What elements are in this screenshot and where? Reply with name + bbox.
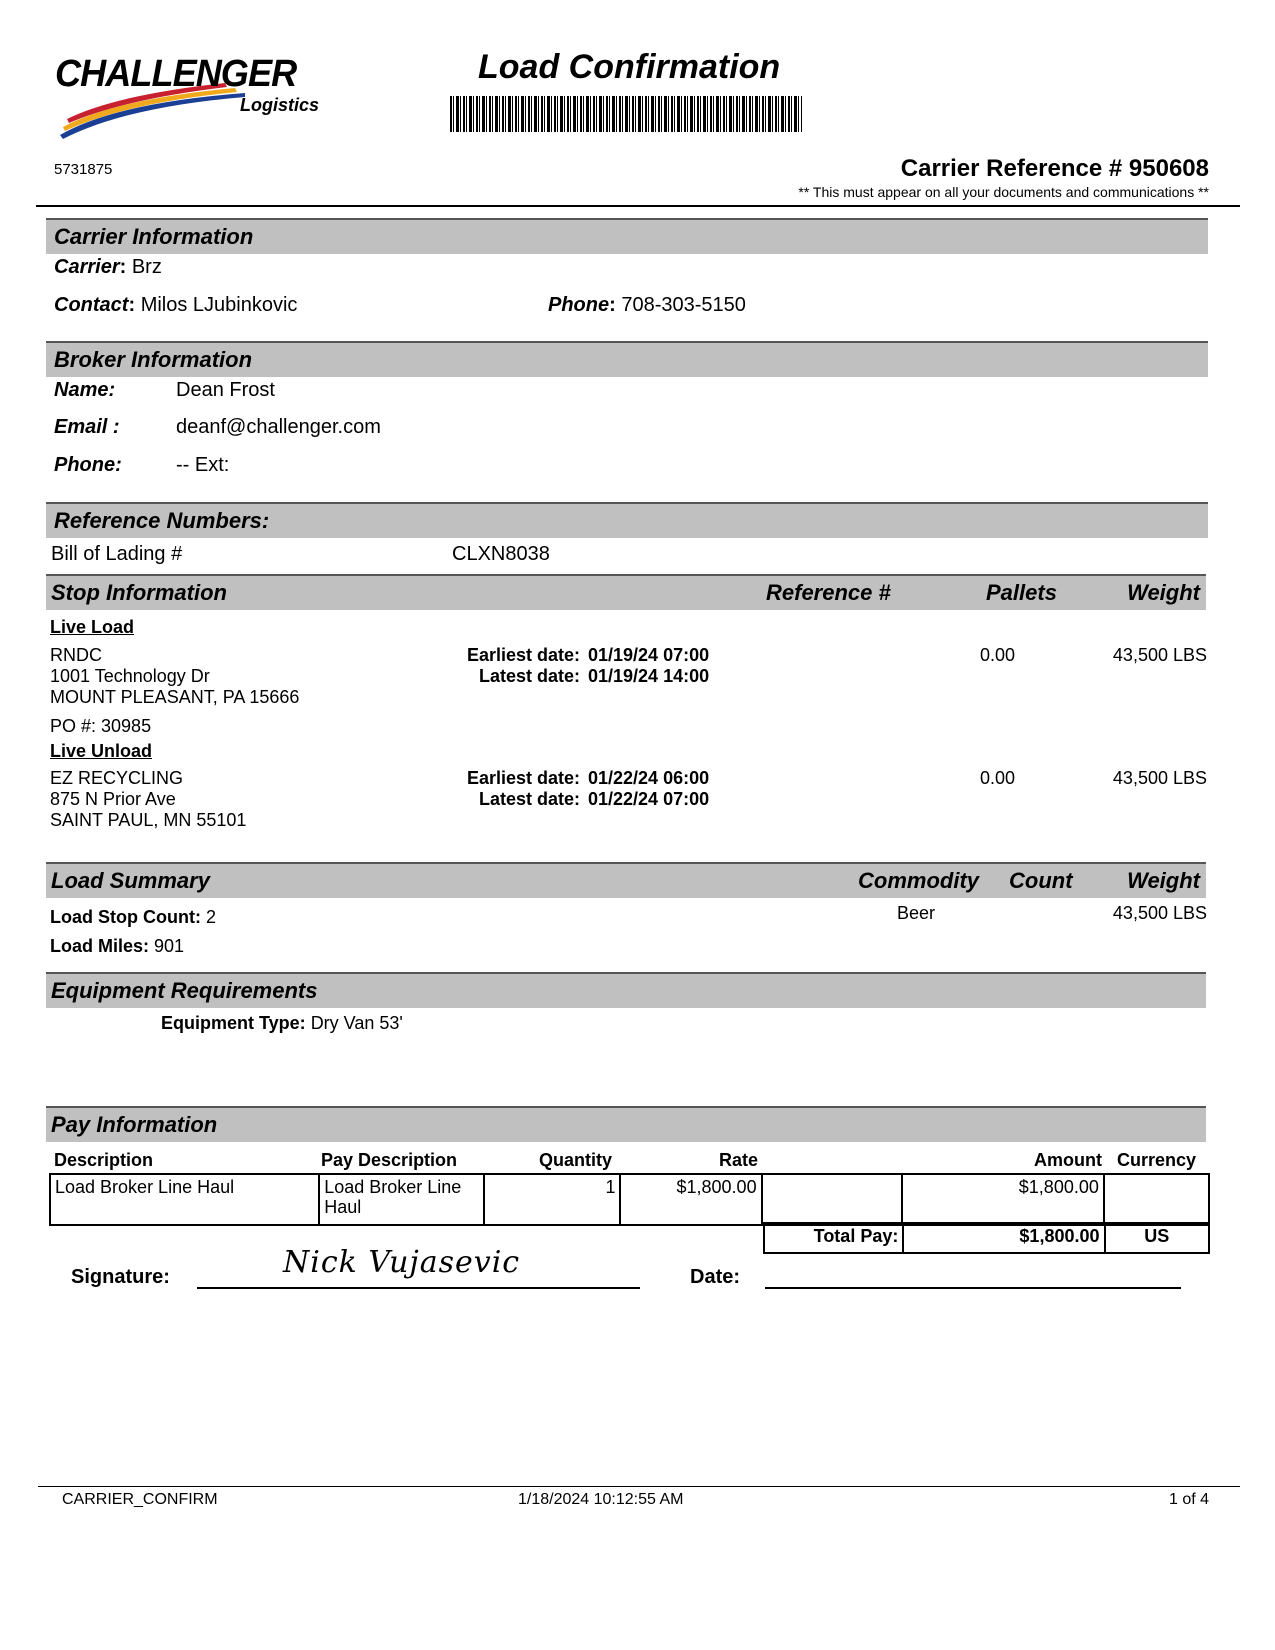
stop-1-name: RNDC — [50, 645, 102, 665]
barcode — [450, 96, 802, 132]
carrier-info-title: Carrier Information — [54, 224, 254, 249]
bol-value: CLXN8038 — [452, 543, 550, 565]
signature-label: Signature: — [71, 1266, 170, 1288]
carrier-phone-value: 708-303-5150 — [621, 294, 746, 316]
equipment-type-label: Equipment Type: — [161, 1013, 306, 1033]
contact-field: Contact: Milos LJubinkovic — [54, 294, 298, 316]
load-miles — [50, 936, 184, 957]
summary-col-commodity: Commodity — [858, 868, 979, 893]
equipment-title: Equipment Requirements — [51, 978, 318, 1003]
stop-2-earliest: 01/22/24 06:00 — [588, 768, 710, 788]
pay-col-quantity: Quantity — [539, 1150, 613, 1170]
footer-divider — [38, 1486, 1240, 1487]
summary-col-count: Count — [1009, 868, 1073, 893]
load-stop-count — [50, 907, 216, 928]
load-stop-count-value: 2 — [205, 907, 216, 927]
stop-1-latest: 01/19/24 14:00 — [588, 666, 710, 686]
load-miles-label: Load Miles: — [50, 936, 150, 956]
pay-info-header — [46, 1106, 1206, 1142]
pay-col-description: Description — [54, 1150, 154, 1170]
signature-line[interactable] — [197, 1287, 640, 1289]
stop-info-header — [46, 574, 1206, 610]
footer-timestamp: 1/18/2024 10:12:55 AM — [518, 1491, 684, 1508]
equipment-header — [46, 972, 1206, 1008]
pay-total-row — [764, 1223, 1209, 1253]
broker-phone-value: -- Ext: — [176, 454, 230, 476]
stop-2-pallets: 0.00 — [980, 768, 1016, 788]
stop-2-latest: 01/22/24 07:00 — [588, 789, 710, 809]
stop-1-address2: MOUNT PLEASANT, PA 15666 — [50, 687, 300, 707]
stop-1-earliest: 01/19/24 07:00 — [588, 645, 710, 665]
logo-main-text: CHALLENGER — [55, 53, 297, 95]
load-stop-count-label: Load Stop Count: — [50, 907, 201, 927]
footer-page: 1 of 4 — [1168, 1491, 1209, 1508]
company-logo — [55, 53, 320, 140]
reference-numbers-title: Reference Numbers: — [54, 508, 270, 533]
reference-notice: ** This must appear on all your documents and communications ** — [798, 184, 1209, 200]
stop-2-latest-label: Latest date: — [478, 789, 580, 809]
pay-total-table — [763, 1222, 1210, 1254]
summary-weight: 43,500 LBS — [1112, 903, 1207, 923]
carrier-label: Carrier — [54, 256, 120, 278]
stop-1-latest-label: Latest date: — [478, 666, 580, 686]
carrier-value: Brz — [131, 256, 162, 278]
pay-total-amount: $1,800.00 — [903, 1223, 1104, 1253]
pay-col-amount: Amount — [1034, 1150, 1102, 1170]
stop-col-weight: Weight — [1127, 580, 1200, 605]
date-line[interactable] — [765, 1287, 1181, 1289]
stop-1-earliest-label: Earliest date: — [466, 645, 580, 665]
stop-col-pallets: Pallets — [986, 580, 1057, 605]
reference-numbers-header — [46, 502, 1208, 538]
header-divider — [36, 205, 1240, 207]
stop-2-address2: SAINT PAUL, MN 55101 — [50, 810, 247, 830]
footer-form-name: CARRIER_CONFIRM — [62, 1491, 218, 1508]
broker-name-label: Name: — [54, 379, 116, 401]
stop-1-po: PO #: 30985 — [50, 716, 152, 736]
stop-2-name: EZ RECYCLING — [50, 768, 184, 788]
stop-1-address1: 1001 Technology Dr — [50, 666, 210, 686]
summary-col-weight: Weight — [1127, 868, 1200, 893]
carrier-reference: Carrier Reference # 950608 — [900, 155, 1209, 182]
equipment-type — [161, 1013, 403, 1034]
pay-row-currency — [1104, 1174, 1209, 1225]
pay-row-amount: $1,800.00 — [902, 1174, 1104, 1225]
pay-col-currency: Currency — [1117, 1150, 1197, 1170]
broker-email-label: Email : — [54, 416, 120, 438]
broker-email-value: deanf@challenger.com — [176, 416, 381, 438]
broker-name-value: Dean Frost — [176, 379, 275, 401]
pay-total-currency: US — [1105, 1223, 1210, 1253]
stop-1-weight: 43,500 LBS — [1112, 645, 1207, 665]
broker-info-title: Broker Information — [54, 347, 253, 372]
date-label: Date: — [690, 1266, 741, 1288]
pay-row-rate: $1,800.00 — [620, 1174, 761, 1225]
contact-label: Contact — [54, 294, 129, 316]
stop-2-address1: 875 N Prior Ave — [50, 789, 176, 809]
load-miles-value: 901 — [154, 936, 185, 956]
pay-table — [49, 1173, 1210, 1226]
doc-title: Load Confirmation — [478, 48, 781, 86]
stop-info-title: Stop Information — [51, 580, 227, 605]
doc-id: 5731875 — [54, 161, 113, 178]
stop-2-weight: 43,500 LBS — [1112, 768, 1207, 788]
pay-row — [50, 1174, 1209, 1225]
carrier-phone-label: Phone — [548, 294, 610, 316]
contact-value: Milos LJubinkovic — [140, 294, 298, 316]
pay-col-pay-description: Pay Description — [321, 1150, 458, 1170]
pay-row-pay-description: Load Broker Line Haul — [319, 1174, 484, 1225]
pay-row-description: Load Broker Line Haul — [50, 1174, 319, 1225]
load-summary-header — [46, 862, 1206, 898]
carrier-field: Carrier: Brz — [54, 256, 162, 278]
equipment-type-value: Dry Van 53' — [310, 1013, 403, 1033]
pay-col-rate: Rate — [719, 1150, 759, 1170]
carrier-phone-field: Phone: 708-303-5150 — [548, 294, 746, 316]
pay-row-blank — [762, 1174, 902, 1225]
broker-phone-label: Phone: — [54, 454, 122, 476]
stop-col-reference: Reference # — [766, 580, 891, 605]
stop-2-type: Live Unload — [50, 741, 153, 761]
carrier-info-header — [46, 218, 1208, 254]
signature-value: Nick Vujasevic — [283, 1245, 521, 1280]
broker-info-header — [46, 341, 1208, 377]
pay-row-quantity: 1 — [484, 1174, 620, 1225]
pay-info-title: Pay Information — [51, 1112, 218, 1137]
stop-1-pallets: 0.00 — [980, 645, 1016, 665]
logo-sub-text: Logistics — [240, 95, 320, 115]
load-summary-title: Load Summary — [51, 868, 210, 893]
pay-total-label: Total Pay: — [764, 1223, 903, 1253]
stop-2-earliest-label: Earliest date: — [466, 768, 580, 788]
bol-label: Bill of Lading # — [51, 543, 183, 565]
summary-commodity: Beer — [896, 903, 935, 923]
stop-1-type: Live Load — [50, 617, 135, 637]
